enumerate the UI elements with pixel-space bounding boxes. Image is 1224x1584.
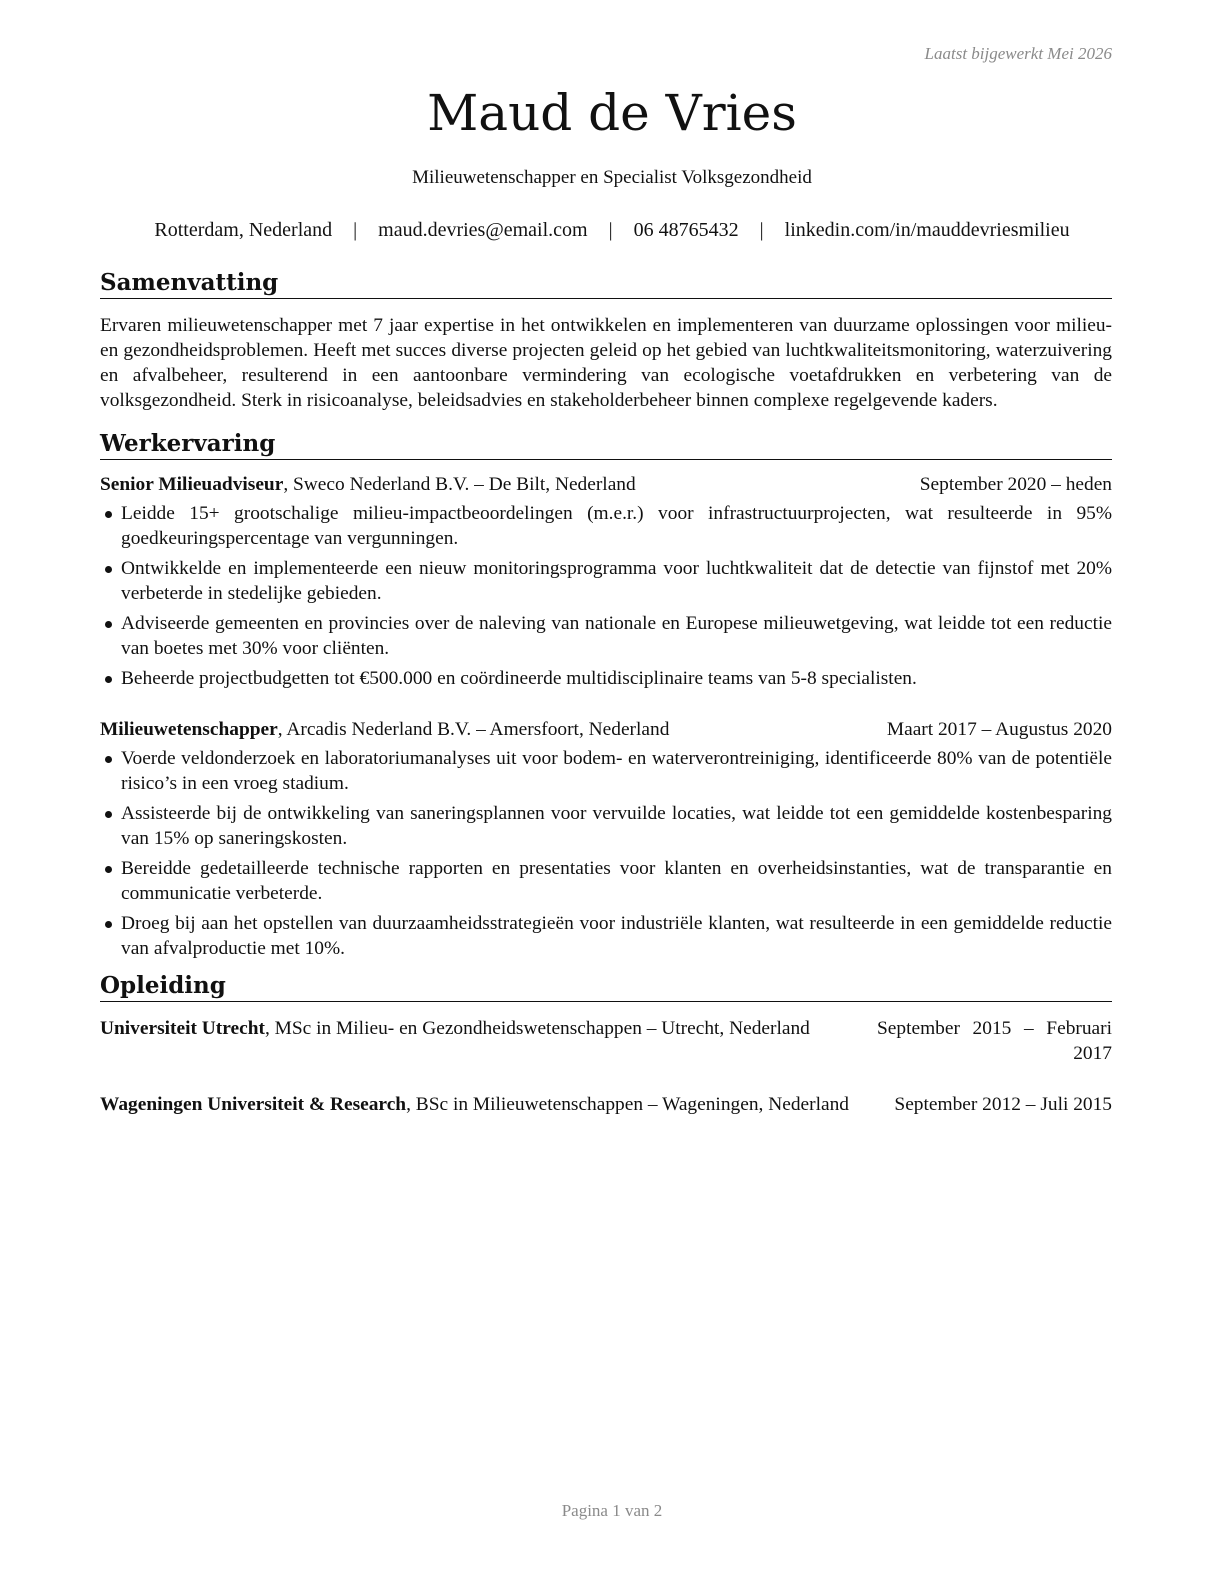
job-header bbox=[100, 717, 1112, 742]
education-entry bbox=[100, 1016, 1112, 1066]
education-dates: September 2012 – Juli 2015 bbox=[894, 1094, 1112, 1115]
job-organization: , Arcadis Nederland B.V. – Amersfoort, Nederland bbox=[277, 719, 670, 740]
education-degree bbox=[100, 1016, 877, 1066]
contact-separator: | bbox=[759, 219, 764, 241]
contact-phone: 06 48765432 bbox=[633, 219, 739, 241]
page-number: Pagina 1 van 2 bbox=[561, 1501, 663, 1520]
section-heading-education: Opleiding bbox=[100, 971, 1112, 1002]
list-item: Leidde 15+ grootschalige milieu-impactbeoordelingen (m.e.r.) voor infrastructuurprojecten, wat resulteerde in 95% goedkeuringspercentage van vergunningen. bbox=[100, 501, 1112, 551]
summary-text: Ervaren milieuwetenschapper met 7 jaar expertise in het ontwikkelen en implementeren van duurzame oplossingen voor milieu- en gezondheidsproblemen. Heeft met succes diverse projecten geleid op het gebied van luchtkwaliteitsmonitoring, waterzuivering en afvalbeheer, resulterend in een aantoonbare vermindering van ecologische voetafdrukken en verbetering van de volksgezondheid. Sterk in risicoanalyse, beleidsadvies en stakeholderbeheer binnen complexe regelgevende kaders. bbox=[100, 315, 1112, 411]
list-item: Adviseerde gemeenten en provincies over de naleving van nationale en Europese milieuwetgeving, wat leidde tot een reductie van boetes met 30% voor cliënten. bbox=[100, 611, 1112, 661]
contact-linkedin[interactable]: linkedin.com/in/mauddevriesmilieu bbox=[784, 219, 1070, 241]
job-bullets bbox=[100, 746, 1112, 961]
list-item: Droeg bij aan het opstellen van duurzaamheidsstrategieën voor industriële klanten, wat resulteerde in een gemiddelde reductie van afvalproductie met 10%. bbox=[100, 911, 1112, 961]
experience-section bbox=[100, 429, 1112, 961]
job-role: Milieuwetenschapper bbox=[100, 719, 278, 740]
education-section bbox=[100, 971, 1112, 1117]
job-dates: September 2020 – heden bbox=[919, 474, 1112, 495]
education-detail: , BSc in Milieuwetenschappen – Wageningen, Nederland bbox=[406, 1094, 849, 1115]
education-detail: , MSc in Milieu- en Gezondheidswetenschappen – Utrecht, Nederland bbox=[264, 1018, 810, 1039]
education-degree bbox=[100, 1092, 877, 1117]
job-position bbox=[100, 717, 877, 742]
list-item: Ontwikkelde en implementeerde een nieuw monitoringsprogramma voor luchtkwaliteit dat de detectie van fijnstof met 20% verbeterde in stedelijke gebieden. bbox=[100, 556, 1112, 606]
education-entry bbox=[100, 1092, 1112, 1117]
job-header bbox=[100, 472, 1112, 497]
job-entry bbox=[100, 717, 1112, 961]
list-item: Bereidde gedetailleerde technische rapporten en presentaties voor klanten en overheidsinstanties, wat de transparantie en communicatie verbeterde. bbox=[100, 856, 1112, 906]
job-organization: , Sweco Nederland B.V. – De Bilt, Nederland bbox=[283, 474, 636, 495]
job-position bbox=[100, 472, 920, 497]
contact-location: Rotterdam, Nederland bbox=[154, 219, 333, 241]
list-item: Voerde veldonderzoek en laboratoriumanalyses uit voor bodem- en waterverontreiniging, identificeerde 80% van de potentiële risico’s in een vroeg stadium. bbox=[100, 746, 1112, 796]
section-heading-summary: Samenvatting bbox=[100, 268, 1112, 299]
education-dates: September 2015 – Februari 2017 bbox=[877, 1018, 1112, 1064]
section-heading-experience: Werkervaring bbox=[100, 429, 1112, 460]
list-item: Assisteerde bij de ontwikkeling van saneringsplannen voor vervuilde locaties, wat leidde tot een gemiddelde kostenbesparing van 15% op saneringskosten. bbox=[100, 801, 1112, 851]
resume-content bbox=[100, 268, 1112, 1117]
job-role: Senior Milieuadviseur bbox=[100, 474, 284, 495]
contact-email[interactable]: maud.devries@email.com bbox=[378, 219, 588, 241]
last-updated: Laatst bijgewerkt Mei 2026 bbox=[924, 44, 1112, 63]
job-bullets bbox=[100, 501, 1112, 691]
job-dates: Maart 2017 – Augustus 2020 bbox=[886, 719, 1112, 740]
list-item: Beheerde projectbudgetten tot €500.000 en coördineerde multidisciplinaire teams van 5-8 specialisten. bbox=[100, 666, 1112, 691]
education-school: Wageningen Universiteit & Research bbox=[100, 1094, 407, 1115]
job-title: Milieuwetenschapper en Specialist Volksgezondheid bbox=[412, 167, 812, 188]
education-school: Universiteit Utrecht bbox=[100, 1018, 265, 1039]
contact-separator: | bbox=[353, 219, 358, 241]
summary-section bbox=[100, 268, 1112, 413]
contact-line bbox=[0, 219, 1224, 242]
person-name: Maud de Vries bbox=[427, 84, 797, 142]
contact-separator: | bbox=[608, 219, 613, 241]
job-entry bbox=[100, 472, 1112, 691]
